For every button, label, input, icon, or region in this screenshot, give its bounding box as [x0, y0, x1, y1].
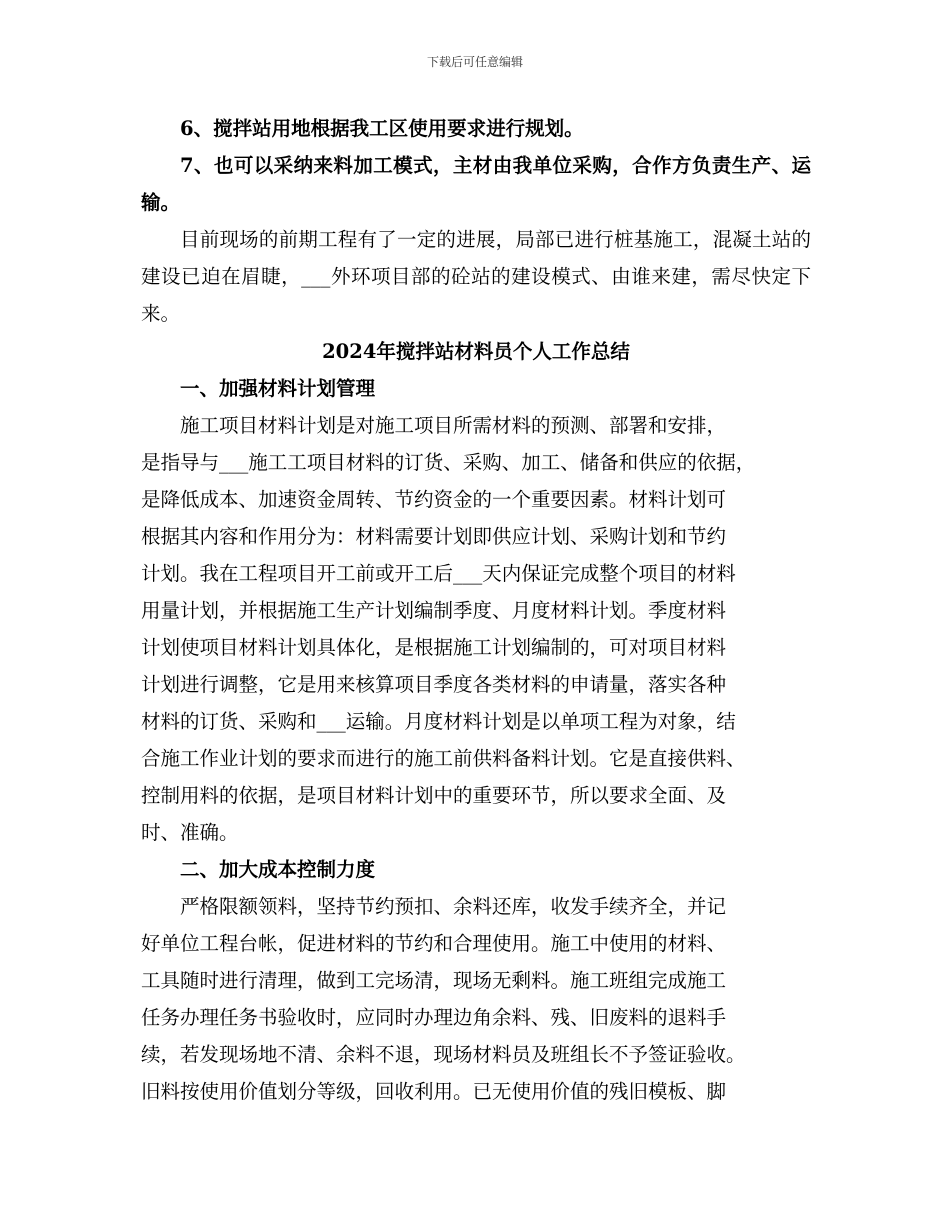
- page-header: 下载后可任意编辑: [426, 55, 523, 69]
- paragraph-line: 时、准确。: [141, 821, 239, 844]
- document-title: 2024年搅拌站材料员个人工作总结: [322, 340, 630, 363]
- document-body: [141, 110, 811, 1110]
- paragraph-line: 旧料按使用价值划分等级，回收利用。已无使用价值的残旧模板、脚: [141, 1080, 727, 1103]
- section-1-paragraph: [141, 407, 811, 851]
- paragraph-line: 材料的订货、采购和___运输。月度材料计划是以单项工程为对象，结: [141, 710, 736, 733]
- paragraph-line: 严格限额领料，坚持节约预扣、余料还库，收发手续齐全，并记: [180, 895, 727, 918]
- section-2-heading: 二、加大成本控制力度: [180, 858, 376, 881]
- paragraph-line: 施工项目材料计划是对施工项目所需材料的预测、部署和安排，: [180, 414, 727, 437]
- paragraph-line: 计划。我在工程项目开工前或开工后___天内保证完成整个项目的材料: [141, 562, 736, 585]
- section-2-paragraph: [141, 888, 811, 1110]
- paragraph-line: 好单位工程台帐，促进材料的节约和合理使用。施工中使用的材料、: [141, 932, 727, 955]
- paragraph-line: 合施工作业计划的要求而进行的施工前供料备料计划。它是直接供料、: [141, 747, 746, 770]
- section-1-heading: 一、加强材料计划管理: [180, 377, 376, 400]
- paragraph-line: 根据其内容和作用分为：材料需要计划即供应计划、采购计划和节约: [141, 525, 727, 548]
- paragraph-line: 控制用料的依据，是项目材料计划中的重要环节，所以要求全面、及: [141, 784, 727, 807]
- paragraph-line: 工具随时进行清理，做到工完场清，现场无剩料。施工班组完成施工: [141, 969, 727, 992]
- paragraph-line: 计划进行调整，它是用来核算项目季度各类材料的申请量，落实各种: [141, 673, 727, 696]
- list-item-7: 7、也可以采纳来料加工模式，主材由我单位采购，合作方负责生产、运输。: [141, 154, 811, 214]
- intro-paragraph: 目前现场的前期工程有了一定的进展，局部已进行桩基施工，混凝土站的建设已迫在眉睫，___外环项目部的砼站的建设模式、由谁来建，需尽快定下来。: [141, 228, 811, 325]
- paragraph-line: 是降低成本、加速资金周转、节约资金的一个重要因素。材料计划可: [141, 488, 727, 511]
- list-item-6: 6、搅拌站用地根据我工区使用要求进行规划。: [180, 117, 584, 140]
- paragraph-line: 任务办理任务书验收时，应同时办理边角余料、残、旧废料的退料手: [141, 1006, 727, 1029]
- paragraph-line: 续，若发现场地不清、余料不退，现场材料员及班组长不予签证验收。: [141, 1043, 746, 1066]
- paragraph-line: 是指导与___施工工项目材料的订货、采购、加工、储备和供应的依据，: [141, 451, 756, 474]
- paragraph-line: 用量计划，并根据施工生产计划编制季度、月度材料计划。季度材料: [141, 599, 727, 622]
- paragraph-line: 计划使项目材料计划具体化，是根据施工计划编制的，可对项目材料: [141, 636, 727, 659]
